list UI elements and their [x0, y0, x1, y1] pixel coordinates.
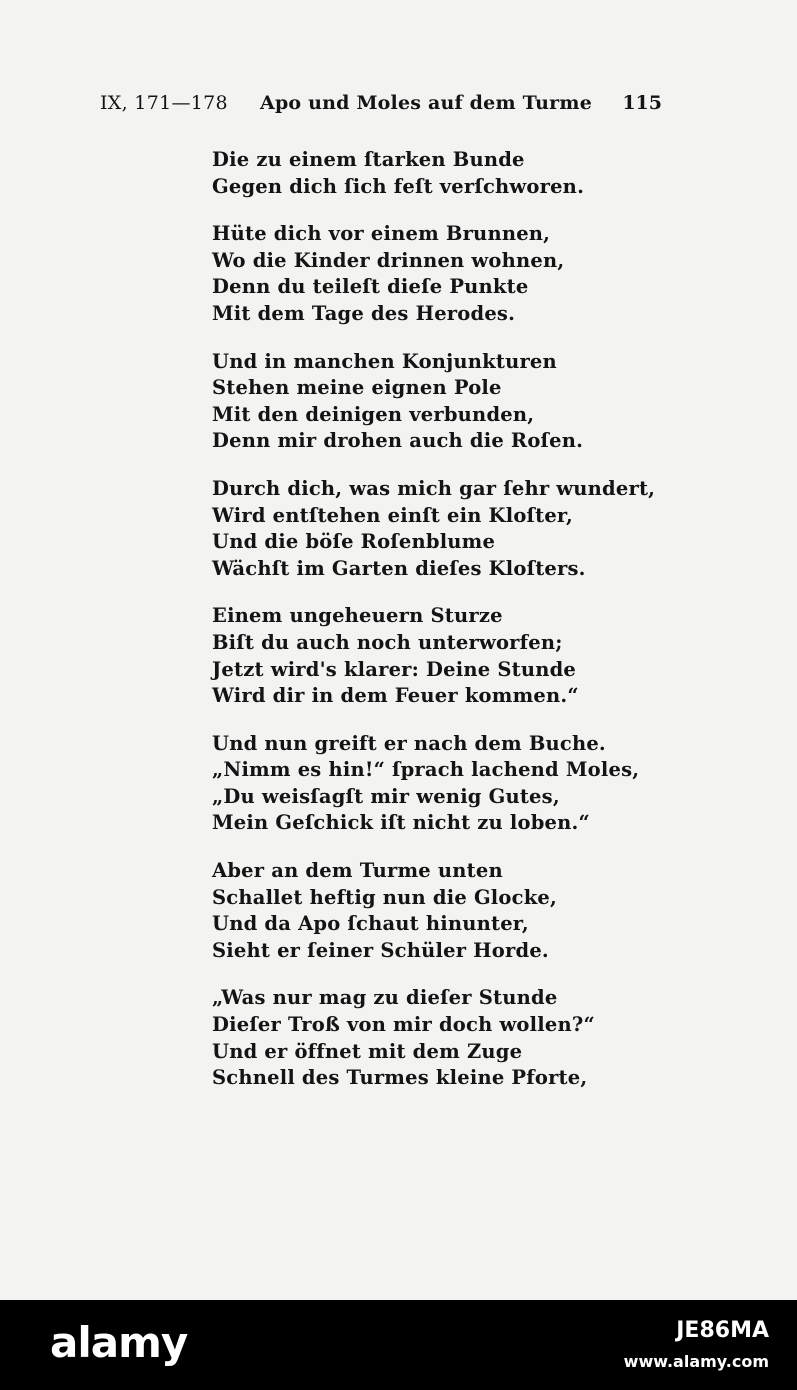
verse-line: Hüte dich vor einem Brunnen,	[212, 222, 551, 246]
verse-line: Wird entſtehen einſt ein Kloſter,	[212, 503, 573, 527]
verse-line: „Was nur mag zu dieſer Stunde	[212, 986, 558, 1010]
watermark-banner	[0, 1300, 797, 1390]
verse-line: „Nimm es hin!“ ſprach lachend Moles,	[212, 758, 640, 782]
verse-range: IX, 171—178	[100, 92, 228, 114]
verse-line: Wird dir in dem Feuer kommen.“	[212, 684, 579, 708]
verse-line: Mit dem Tage des Herodes.	[212, 301, 516, 325]
verse-line: Schnell des Turmes kleine Pforte,	[212, 1066, 588, 1090]
stanza	[212, 476, 656, 582]
verse-line: Denn du teileſt dieſe Punkte	[212, 275, 529, 299]
site-url: www.alamy.com	[623, 1352, 769, 1371]
verse-line: Denn mir drohen auch die Roſen.	[212, 429, 584, 453]
verse-line: Und er öffnet mit dem Zuge	[212, 1039, 523, 1063]
stanza	[212, 985, 632, 1091]
stanza	[212, 603, 632, 709]
verse-line: Gegen dich ſich feſt verſchworen.	[212, 174, 585, 198]
verse-line: Sieht er ſeiner Schüler Horde.	[212, 938, 549, 962]
verse-line: Die zu einem ſtarken Bunde	[212, 148, 525, 171]
poem-body	[212, 147, 656, 1113]
image-id: JE86MA	[676, 1318, 769, 1343]
verse-line: Aber an dem Turme unten	[212, 859, 503, 883]
verse-line: „Du weisſagſt mir wenig Gutes,	[212, 784, 560, 808]
stanza	[212, 147, 632, 200]
chapter-title: Apo und Moles auf dem Turme	[260, 92, 592, 114]
stanza	[212, 349, 632, 455]
verse-line: Schallet heftig nun die Glocke,	[212, 885, 558, 909]
verse-line: Und die böſe Roſenblume	[212, 530, 496, 554]
stanza	[212, 731, 640, 837]
verse-line: Und in manchen Konjunkturen	[212, 349, 557, 373]
verse-line: Und nun greift er nach dem Buche.	[212, 731, 606, 755]
running-header	[100, 92, 662, 122]
stanza	[212, 221, 632, 327]
verse-line: Einem ungeheuern Sturze	[212, 604, 503, 628]
verse-line: Und da Apo ſchaut hinunter,	[212, 912, 529, 936]
verse-line: Wächſt im Garten dieſes Kloſters.	[212, 556, 586, 580]
page-number: 115	[622, 92, 662, 114]
verse-line: Durch dich, was mich gar ſehr wundert,	[212, 476, 656, 500]
stanza	[212, 858, 632, 964]
verse-line: Jetzt wird's klarer: Deine Stunde	[212, 657, 577, 681]
verse-line: Stehen meine eignen Pole	[212, 376, 502, 400]
verse-line: Biſt du auch noch unterworfen;	[212, 630, 563, 654]
alamy-logo: alamy	[50, 1318, 188, 1367]
verse-line: Mit den deinigen verbunden,	[212, 402, 535, 426]
verse-line: Dieſer Troß von mir doch wollen?“	[212, 1013, 595, 1037]
verse-line: Mein Geſchick iſt nicht zu loben.“	[212, 811, 590, 835]
verse-line: Wo die Kinder drinnen wohnen,	[212, 248, 565, 272]
